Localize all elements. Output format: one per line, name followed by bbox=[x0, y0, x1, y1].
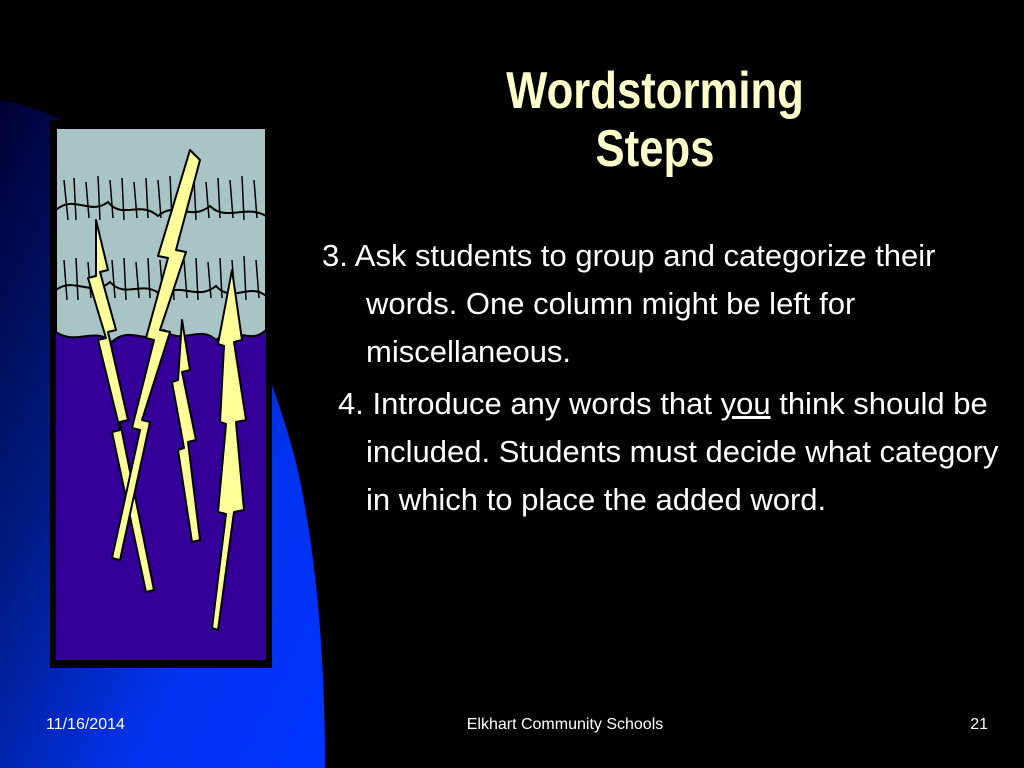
footer-page-number: 21 bbox=[970, 716, 988, 733]
step-4-paragraph bbox=[322, 380, 1012, 524]
title-line-1: Wordstorming bbox=[506, 62, 804, 120]
step-4-text-before: Introduce any words that bbox=[372, 386, 712, 421]
thunderstorm-lightning-icon bbox=[50, 120, 272, 668]
step-3-number: 3. bbox=[322, 238, 348, 273]
step-4-text-after: think should be included. Students must decide what category in which to place the added word. bbox=[366, 386, 999, 517]
title-line-2: Steps bbox=[595, 120, 715, 178]
step-4-number: 4. bbox=[338, 386, 364, 421]
footer-organization: Elkhart Community Schools bbox=[466, 716, 664, 733]
step-3-paragraph bbox=[322, 232, 1012, 376]
footer-date: 11/16/2014 bbox=[46, 716, 125, 733]
page-title bbox=[474, 62, 835, 178]
slide-body bbox=[322, 232, 1012, 524]
step-4-emphasis: you bbox=[720, 386, 771, 421]
step-3-text: Ask students to group and categorize their words. One column might be left for miscellaneous. bbox=[354, 238, 936, 369]
